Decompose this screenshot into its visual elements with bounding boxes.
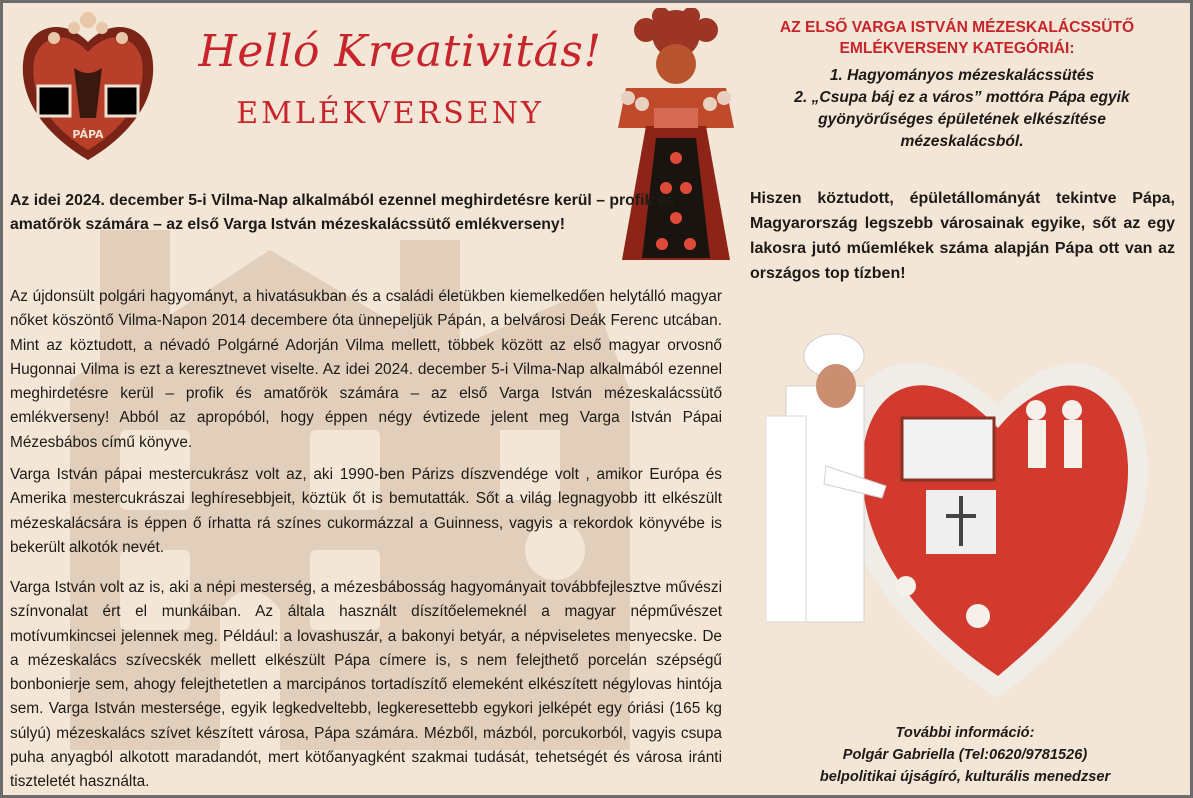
contact-line-1: További információ: xyxy=(895,725,1035,741)
heart-cookie-text: PÁPA xyxy=(72,128,104,141)
body-paragraph-3: Varga István volt az is, aki a népi mesterség, a mézesbábosság hagyományait továbbfejlesztve művészi színvonalat ért el munkáiban. Az általa használt díszítőelemeknél a magyar népművészet motívumkincsei jelennek meg. Például: a lovashuszár, a bakonyi betyár, a népviseletes menyecske. De a mézeskalács szívecskék mellett elkészült Pápa címere is, s nem felejthető porcelán szépségű bonbonierje sem, ahogy felejthetetlen a marcipános tortadíszítő elemeként elkészített négylovas hintója sem. Varga István mestersége, egyik legkedveltebb, legkeresettebb egykori jelképét egy óriási (165 kg súlyú) mézeskalács szívet készített városa, Pápa számára. Mézből, mázból, porcukorból, vagyis csupa puha anyagból alkotott maradandót, mert kötőanyagként szakmai tudását, tehetségét és városa iránti tiszteletét használta. xyxy=(10,579,722,791)
intro-paragraph: Az idei 2024. december 5-i Vilma-Nap alkalmából ezennel meghirdetésre kerül – profik és amatőrök számára – az első Varga István mézeskalácssütő emlékverseny! xyxy=(10,192,676,234)
categories-heading-line-2: EMLÉKVERSENY KATEGÓRIÁI: xyxy=(839,40,1075,57)
categories-list xyxy=(752,65,1172,153)
contact-line-3: belpolitikai újságíró, kulturális menedzser xyxy=(819,769,1111,785)
categories-heading xyxy=(742,17,1172,59)
page-title: Helló Kreativitás! xyxy=(198,26,602,77)
contact-info xyxy=(800,722,1130,788)
page-subtitle: EMLÉKVERSENY xyxy=(236,96,544,131)
body-paragraph-2: Varga István pápai mestercukrász volt az, aki 1990-ben Párizs díszvendége volt , amikor Európa és Amerika mestercukrászai leghíresebbjeit, köztük őt is bemutatták. Sőt a világ legnagyobb itt elkészült mézeskalácsára is éppen ő írhatta rá színes cukormázzal a Guinness, vagyis a rekordok könyvébe is bekerült alkotók nevét. xyxy=(10,466,722,556)
category-item-2-line-2: gyönyörűséges épületének elkészítése xyxy=(818,111,1106,128)
papa-heart-cookie-image xyxy=(14,8,162,166)
body-paragraph-1: Az újdonsült polgári hagyományt, a hivatásukban és a családi életükben kiemelkedően helytálló magyar nőket köszöntő Vilma-Napon 2014 decembere óta ünnepeljük Pápán, a belvárosi Deák Ferenc utcában. Mint az köztudott, a névadó Polgárné Adorján Vilma mellett, többek között az első magyar orvosnő Hugonnai Vilma is ezt a keresztnevet viselte. Az idei 2024. december 5-i Vilma-Nap alkalmából ezennel meghirdetésre kerül – profik és amatőrök számára – az első Varga István mézeskalácssütő emlékverseny! Abból az apropóból, hogy éppen négy évtizede jelent meg Varga István Pápai Mézesbábos című könyve. xyxy=(10,288,722,451)
category-item-2-line-1: 2. „Csupa báj ez a város” mottóra Pápa egyik xyxy=(794,89,1130,106)
contact-line-2: Polgár Gabriella (Tel:0620/9781526) xyxy=(842,747,1088,763)
category-item-1: 1. Hagyományos mézeskalácssütés xyxy=(829,67,1095,84)
heart-cake-confectioner-photo xyxy=(766,306,1152,704)
categories-heading-line-1: AZ ELSŐ VARGA ISTVÁN MÉZESKALÁCSSÜTŐ xyxy=(779,19,1135,36)
category-item-2-line-3: mézeskalácsból. xyxy=(900,133,1024,150)
right-paragraph: Hiszen köztudott, épületállományát tekintve Pápa, Magyarország legszebb városainak egyike, sőt az egy lakosra jutó műemlékek száma alapján Pápa ott van az országos top tízben! xyxy=(750,190,1175,282)
